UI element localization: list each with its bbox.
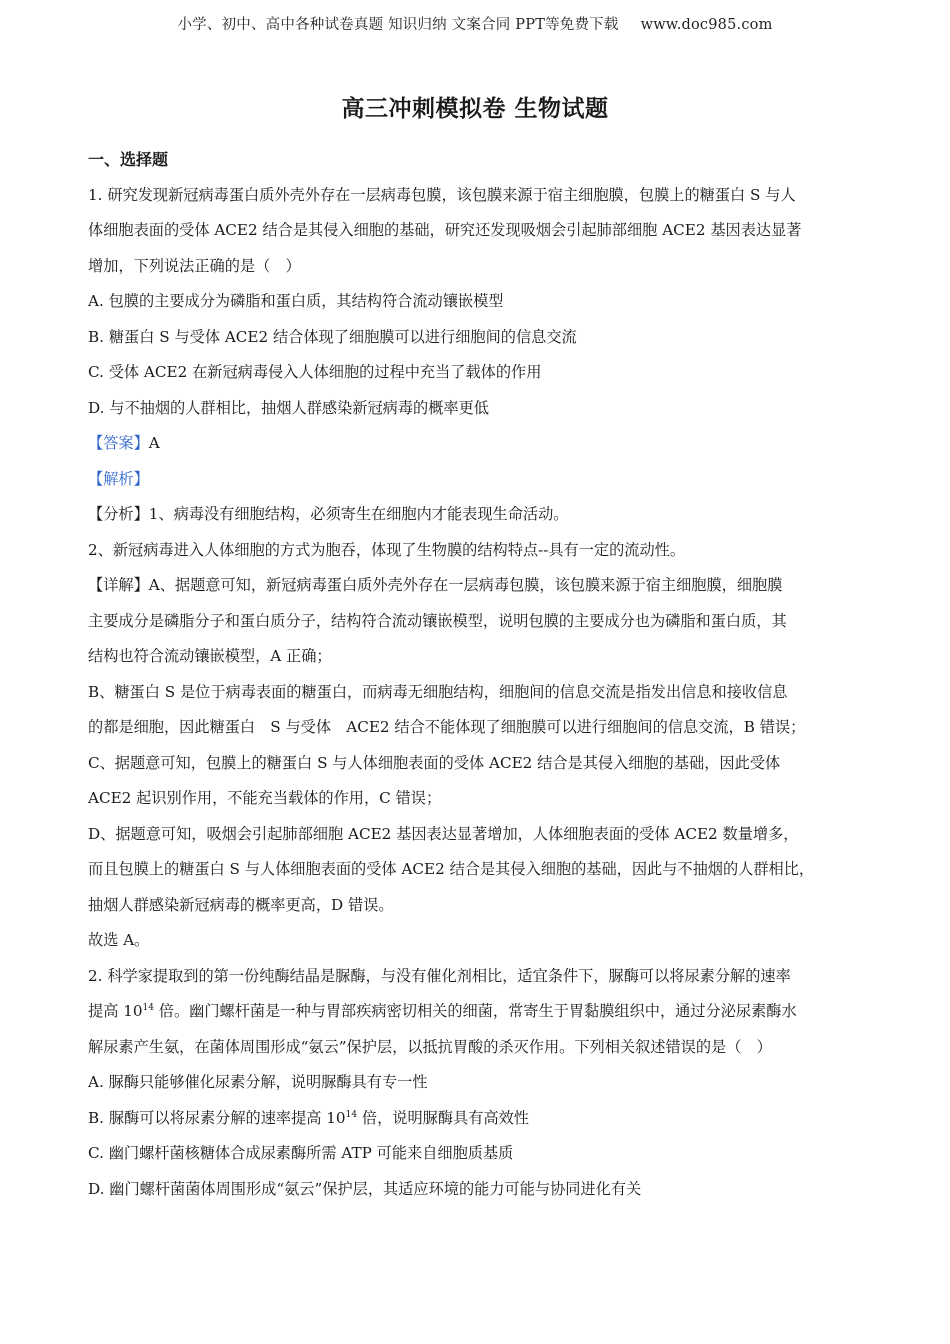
q2-option-a: A. 脲酶只能够催化尿素分解，说明脲酶具有专一性 bbox=[88, 1073, 428, 1091]
q1-fenxi-line: 2、新冠病毒进入人体细胞的方式为胞吞，体现了生物膜的结构特点--具有一定的流动性。 bbox=[88, 540, 686, 559]
q2-option-b-exponent: 14 bbox=[345, 1109, 358, 1120]
q2-option-b bbox=[88, 1101, 868, 1137]
q1-answer bbox=[88, 426, 868, 462]
q1-detail-line: 的都是细胞，因此糖蛋白 S 与受体 ACE2 结合不能体现了细胞膜可以进行细胞间的信息交流，B 错误； bbox=[88, 718, 806, 736]
q2-stem-line bbox=[88, 994, 868, 1030]
answer-tag: 【答案】 bbox=[88, 434, 149, 452]
q2-option-d: D. 幽门螺杆菌菌体周围形成“氨云”保护层，其适应环境的能力可能与协同进化有关 bbox=[88, 1179, 642, 1198]
q1-fenxi-line bbox=[88, 497, 868, 533]
q1-detail-line: 结构也符合流动镶嵌模型，A 正确； bbox=[88, 647, 332, 665]
q1-option-d: D. 与不抽烟的人群相比，抽烟人群感染新冠病毒的概率更低 bbox=[88, 398, 489, 417]
q2-stem-text: 提高 10 bbox=[88, 1002, 143, 1020]
analysis-tag: 【解析】 bbox=[88, 469, 149, 488]
q1-detail-line: C、据题意可知，包膜上的糖蛋白 S 与人体细胞表面的受体 ACE2 结合是其侵入细胞的基础，因此受体 bbox=[88, 753, 781, 772]
header-banner bbox=[0, 13, 950, 34]
q2-stem-text: 倍。幽门螺杆菌是一种与胃部疾病密切相关的细菌，常寄生于胃黏膜组织中，通过分泌尿素酶水 bbox=[153, 1002, 797, 1020]
header-banner-text: 小学、初中、高中各种试卷真题 知识归纳 文案合同 PPT等免费下载 bbox=[177, 17, 619, 33]
q1-detail-line: D、据题意可知，吸烟会引起肺部细胞 ACE2 基因表达显著增加，人体细胞表面的受体 ACE2 数量增多， bbox=[88, 824, 799, 843]
q1-stem-line: 增加，下列说法正确的是（ ） bbox=[88, 256, 301, 275]
detail-tag: 【详解】 bbox=[88, 576, 149, 594]
section-heading: 一、选择题 bbox=[88, 150, 169, 169]
q1-detail-line: B、糖蛋白 S 是位于病毒表面的糖蛋白，而病毒无细胞结构，细胞间的信息交流是指发出信息和接收信息 bbox=[88, 682, 788, 701]
q1-stem-line: 体细胞表面的受体 ACE2 结合是其侵入细胞的基础，研究还发现吸烟会引起肺部细胞 ACE2 基因表达显著 bbox=[88, 221, 802, 239]
q1-stem-line: 1. 研究发现新冠病毒蛋白质外壳外存在一层病毒包膜，该包膜来源于宿主细胞膜，包膜上的糖蛋白 S 与人 bbox=[88, 185, 796, 204]
q1-conclusion: 故选 A。 bbox=[88, 931, 150, 949]
page-title: 高三冲刺模拟卷 生物试题 bbox=[341, 95, 609, 122]
q2-exponent: 14 bbox=[142, 1003, 154, 1013]
q1-detail-line: 而且包膜上的糖蛋白 S 与人体细胞表面的受体 ACE2 结合是其侵入细胞的基础，因此与不抽烟的人群相比， bbox=[88, 860, 815, 878]
header-site-link[interactable]: www.doc985.com bbox=[640, 17, 773, 33]
q1-option-b: B. 糖蛋白 S 与受体 ACE2 结合体现了细胞膜可以进行细胞间的信息交流 bbox=[88, 327, 577, 346]
q2-option-b-text: 倍，说明脲酶具有高效性 bbox=[357, 1108, 529, 1127]
q1-option-a: A. 包膜的主要成分为磷脂和蛋白质，其结构符合流动镶嵌模型 bbox=[88, 292, 504, 310]
document-body bbox=[88, 142, 868, 1207]
q2-stem-line: 解尿素产生氨，在菌体周围形成“氨云”保护层，以抵抗胃酸的杀灭作用。下列相关叙述错误的是（ ） bbox=[88, 1037, 772, 1056]
q2-option-c: C. 幽门螺杆菌核糖体合成尿素酶所需 ATP 可能来自细胞质基质 bbox=[88, 1144, 514, 1162]
fenxi-tag: 【分析】 bbox=[88, 505, 149, 523]
q1-option-c: C. 受体 ACE2 在新冠病毒侵入人体细胞的过程中充当了载体的作用 bbox=[88, 363, 542, 381]
answer-value: A bbox=[148, 434, 160, 452]
q1-detail-line: 抽烟人群感染新冠病毒的概率更高，D 错误。 bbox=[88, 895, 394, 914]
fenxi-text: 1、病毒没有细胞结构，必须寄生在细胞内才能表现生命活动。 bbox=[148, 505, 569, 523]
q1-detail-line: ACE2 起识别作用，不能充当载体的作用，C 错误； bbox=[88, 789, 442, 807]
q2-stem-line: 2. 科学家提取到的第一份纯酶结晶是脲酶，与没有催化剂相比，适宜条件下，脲酶可以将尿素分解的速率 bbox=[88, 966, 791, 985]
q1-detail-line bbox=[88, 568, 868, 604]
q1-analysis bbox=[88, 462, 868, 498]
q1-detail-line: 主要成分是磷脂分子和蛋白质分子，结构符合流动镶嵌模型，说明包膜的主要成分也为磷脂和蛋白质，其 bbox=[88, 611, 787, 630]
q2-option-b-text: B. 脲酶可以将尿素分解的速率提高 10 bbox=[88, 1108, 346, 1127]
detail-text: A、据题意可知，新冠病毒蛋白质外壳外存在一层病毒包膜，该包膜来源于宿主细胞膜，细胞膜 bbox=[148, 576, 783, 594]
